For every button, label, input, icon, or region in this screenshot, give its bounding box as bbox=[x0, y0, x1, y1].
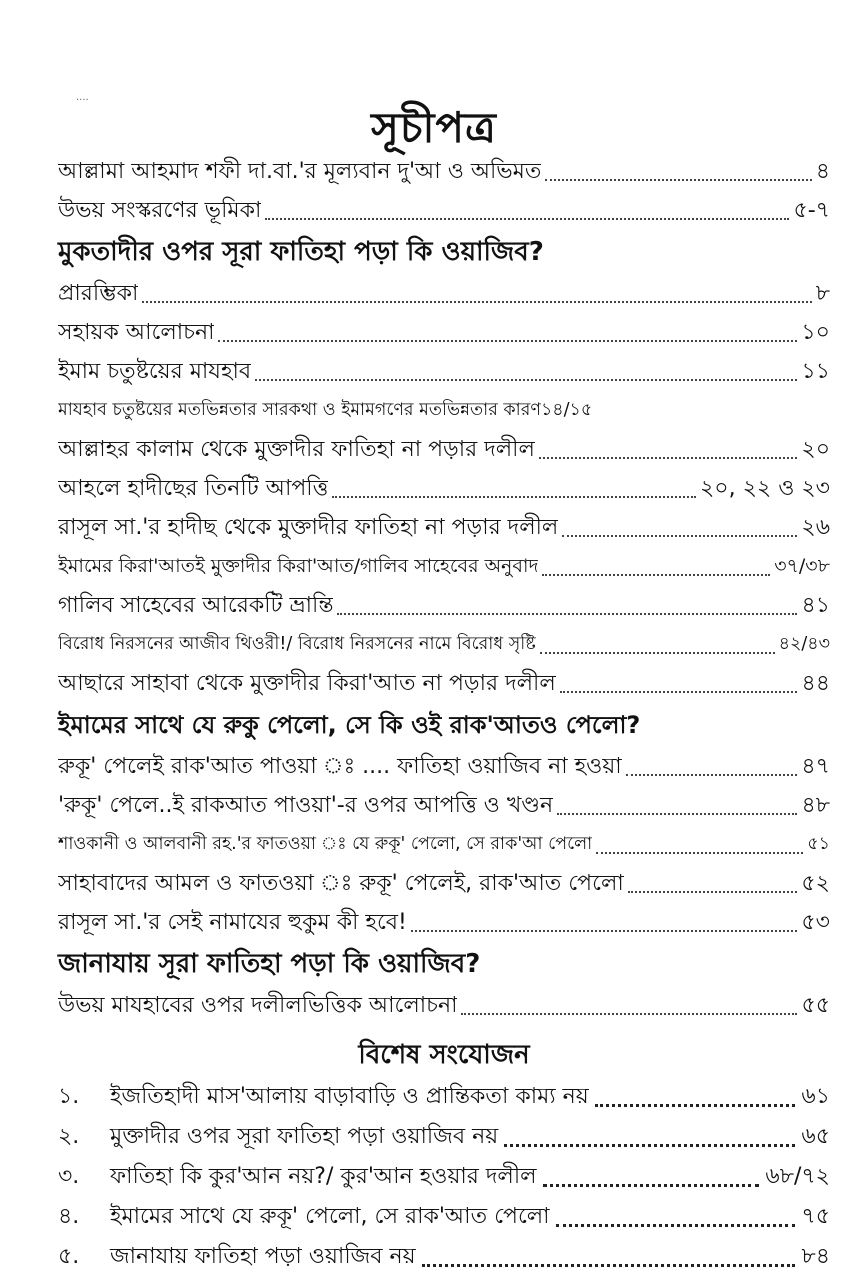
entry-title: ইমামের সাথে যে রুকূ' পেলো, সে রাক'আত পেলো bbox=[110, 1204, 550, 1229]
entry-title: আছারে সাহাবা থেকে মুক্তাদীর কিরা'আত না পড়ার দলীল bbox=[58, 671, 556, 696]
toc-entry bbox=[58, 664, 830, 703]
dot-leader bbox=[556, 1224, 796, 1227]
dot-leader bbox=[461, 1013, 797, 1015]
dot-leader bbox=[422, 1264, 796, 1267]
dot-leader bbox=[542, 574, 770, 576]
dot-leader bbox=[337, 613, 797, 615]
page-title: সূচীপত্র bbox=[371, 103, 497, 152]
toc-entry bbox=[58, 430, 830, 469]
entry-title: মাযহাব চতুষ্টয়ের মতভিন্নতার সারকথা ও ইমামগণের মতভিন্নতার কারণ bbox=[58, 400, 541, 420]
entry-number: ২. bbox=[58, 1124, 80, 1149]
section-heading: জানাযায় সূরা ফাতিহা পড়া কি ওয়াজিব? bbox=[58, 949, 481, 979]
entry-number: ৩. bbox=[58, 1164, 80, 1189]
entry-title: রাসূল সা.'র হাদীছ থেকে মুক্তাদীর ফাতিহা না পড়ার দলীল bbox=[58, 515, 559, 540]
entry-title: সাহাবাদের আমল ও ফাতওয়া ঃ রুকূ' পেলেই, রাক'আত পেলো bbox=[58, 871, 624, 896]
entry-page: ৪ bbox=[815, 159, 830, 184]
entry-page: ৩৭/৩৮ bbox=[774, 555, 830, 577]
toc-entry bbox=[58, 391, 830, 430]
dot-leader bbox=[411, 930, 798, 932]
entry-title: ইমাম চতুষ্টয়ের মাযহাব bbox=[58, 359, 252, 384]
entry-page: ২৬ bbox=[801, 515, 830, 540]
entry-title: বিরোধ নিরসনের আজীব থিওরী!/ বিরোধ নিরসনের নামে বিরোধ সৃষ্টি bbox=[58, 634, 536, 654]
entry-page: ১৪/১৫ bbox=[540, 400, 593, 420]
entry-page: ৮৪ bbox=[801, 1244, 830, 1269]
entry-title: ফাতিহা কি কুর'আন নয়?/ কুর'আন হওয়ার দলীল bbox=[110, 1164, 537, 1189]
entry-title: প্রারম্ভিকা bbox=[58, 281, 139, 306]
dot-leader bbox=[560, 691, 798, 693]
entry-page: ৫-৭ bbox=[793, 198, 830, 223]
entry-title: রুকূ' পেলেই রাক'আত পাওয়া ঃ .... ফাতিহা ওয়াজিব না হওয়া bbox=[58, 754, 622, 779]
toc-entry bbox=[58, 274, 830, 313]
entry-page: ৪৭ bbox=[801, 754, 830, 779]
entry-number: ১. bbox=[58, 1084, 80, 1109]
toc-list bbox=[58, 152, 830, 1277]
dot-leader bbox=[562, 535, 797, 537]
entry-title: মুক্তাদীর ওপর সূরা ফাতিহা পড়া ওয়াজিব নয় bbox=[110, 1124, 499, 1149]
entry-page: ২০, ২২ ও ২৩ bbox=[700, 476, 830, 501]
toc-entry bbox=[58, 547, 830, 586]
dot-leader bbox=[218, 340, 797, 342]
special-entry bbox=[58, 1157, 830, 1197]
entry-number: ৫. bbox=[58, 1244, 80, 1269]
special-entry bbox=[58, 1197, 830, 1237]
entry-page: ৪৮ bbox=[801, 793, 830, 818]
entry-title: 'রুকূ' পেলে..ই রাকআত পাওয়া'-র ওপর আপত্তি ও খণ্ডন bbox=[58, 793, 554, 818]
toc-entry bbox=[58, 903, 830, 942]
entry-title: শাওকানী ও আলবানী রহ.'র ফাতওয়া ঃ যে রুকূ' পেলো, সে রাক'আ পেলো bbox=[58, 834, 593, 854]
entry-page: ৭৫ bbox=[801, 1204, 830, 1229]
toc-entry bbox=[58, 747, 830, 786]
entry-page: ৫১ bbox=[807, 834, 830, 854]
entry-page: ৪১ bbox=[801, 593, 830, 618]
dot-leader bbox=[543, 1184, 760, 1187]
entry-page: ৪২/৪৩ bbox=[778, 634, 830, 654]
toc-entry bbox=[58, 152, 830, 191]
toc-entry bbox=[58, 191, 830, 230]
dot-leader bbox=[504, 1144, 795, 1147]
dot-leader bbox=[142, 301, 811, 303]
entry-page: ৬৮/৭২ bbox=[765, 1164, 830, 1189]
section-heading: মুকতাদীর ওপর সূরা ফাতিহা পড়া কি ওয়াজিব? bbox=[58, 237, 544, 267]
entry-page: ১১ bbox=[801, 359, 830, 384]
special-entry bbox=[58, 1237, 830, 1277]
entry-number: ৪. bbox=[58, 1204, 80, 1229]
toc-entry bbox=[58, 825, 830, 864]
special-entry bbox=[58, 1077, 830, 1117]
dot-leader bbox=[540, 652, 775, 654]
toc-entry bbox=[58, 586, 830, 625]
entry-title: উভয় মাযহাবের ওপর দলীলভিত্তিক আলোচনা bbox=[58, 993, 458, 1018]
entry-page: ২০ bbox=[801, 437, 830, 462]
page-speck: .... bbox=[76, 92, 89, 103]
entry-page: ৮ bbox=[815, 281, 830, 306]
dot-leader bbox=[626, 774, 798, 776]
entry-title: উভয় সংস্করণের ভূমিকা bbox=[58, 198, 262, 223]
special-entry bbox=[58, 1117, 830, 1157]
toc-entry bbox=[58, 508, 830, 547]
entry-page: ১০ bbox=[801, 320, 830, 345]
dot-leader bbox=[595, 1104, 796, 1107]
entry-title: জানাযায় ফাতিহা পড়া ওয়াজিব নয় bbox=[110, 1244, 416, 1269]
entry-title: আহলে হাদীছের তিনটি আপত্তি bbox=[58, 476, 329, 501]
toc-entry bbox=[58, 313, 830, 352]
entry-page: ৪৪ bbox=[801, 671, 830, 696]
dot-leader bbox=[628, 891, 798, 893]
toc-entry bbox=[58, 469, 830, 508]
toc-entry bbox=[58, 352, 830, 391]
entry-page: ৫৫ bbox=[801, 993, 830, 1018]
entry-page: ৫২ bbox=[801, 871, 830, 896]
dot-leader bbox=[539, 457, 798, 459]
entry-title: সহায়ক আলোচনা bbox=[58, 320, 215, 345]
toc-entry bbox=[58, 986, 830, 1025]
entry-title: আল্লাহর কালাম থেকে মুক্তাদীর ফাতিহা না পড়ার দলীল bbox=[58, 437, 535, 462]
entry-title: ইজতিহাদী মাস'আলায় বাড়াবাড়ি ও প্রান্তিকতা কাম্য নয় bbox=[110, 1084, 589, 1109]
entry-page: ৬৫ bbox=[801, 1124, 830, 1149]
entry-title: আল্লামা আহমাদ শফী দা.বা.'র মূল্যবান দু'আ ও অভিমত bbox=[58, 159, 542, 184]
dot-leader bbox=[332, 496, 696, 498]
toc-entry bbox=[58, 864, 830, 903]
entry-page: ৫৩ bbox=[801, 910, 830, 935]
entry-page: ৬১ bbox=[801, 1084, 830, 1109]
dot-leader bbox=[255, 379, 797, 381]
dot-leader bbox=[596, 852, 803, 854]
dot-leader bbox=[265, 218, 789, 220]
entry-title: ইমামের কিরা'আতই মুক্তাদীর কিরা'আত/গালিব সাহেবের অনুবাদ bbox=[58, 555, 539, 577]
toc-entry bbox=[58, 625, 830, 664]
dot-leader bbox=[557, 813, 797, 815]
section-heading: ইমামের সাথে যে রুকু পেলো, সে কি ওই রাক'আতও পেলো? bbox=[58, 711, 641, 739]
dot-leader bbox=[545, 179, 811, 181]
toc-entry bbox=[58, 786, 830, 825]
entry-title: রাসূল সা.'র সেই নামাযের হুকুম কী হবে! bbox=[58, 910, 407, 935]
entry-title: গালিব সাহেবের আরেকটি ভ্রান্তি bbox=[58, 593, 334, 618]
special-heading: বিশেষ সংযোজন bbox=[358, 1040, 530, 1070]
